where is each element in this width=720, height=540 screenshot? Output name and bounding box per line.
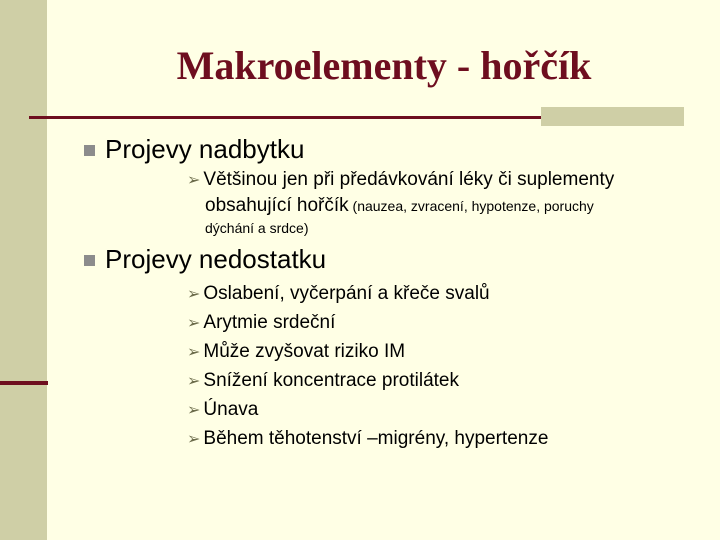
square-bullet-icon — [84, 145, 95, 156]
slide-title: Makroelementy - hořčík — [176, 43, 592, 88]
list-item-note-continuation: dýchání a srdce) — [205, 220, 309, 236]
list-item-text: Většinou jen při předávkování léky či suplementy — [203, 169, 615, 190]
arrow-bullet-icon: ➢ — [187, 342, 201, 361]
list-item — [187, 396, 258, 424]
section-heading-text: Projevy nedostatku — [105, 244, 327, 274]
list-item — [187, 166, 614, 194]
arrow-bullet-icon: ➢ — [187, 371, 201, 390]
list-item — [187, 338, 405, 366]
list-item-text: Během těhotenství –migrény, hypertenze — [203, 428, 549, 449]
list-item-text: Únava — [203, 399, 259, 420]
list-item-text: obsahující hořčík — [205, 195, 349, 216]
list-item-note: (nauzea, zvracení, hypotenze, poruchy — [348, 198, 594, 214]
section-heading-excess — [84, 134, 304, 164]
list-item — [187, 280, 490, 308]
left-accent-stripe — [0, 381, 48, 385]
list-item-text: Oslabení, vyčerpání a křeče svalů — [203, 283, 490, 304]
list-item-text: Snížení koncentrace protilátek — [203, 370, 459, 391]
section-heading-deficiency — [84, 244, 326, 274]
list-item — [187, 309, 335, 337]
list-item — [187, 367, 459, 395]
square-bullet-icon — [84, 255, 95, 266]
arrow-bullet-icon: ➢ — [187, 313, 201, 332]
list-item — [187, 425, 548, 453]
arrow-bullet-icon: ➢ — [187, 170, 201, 189]
list-item-text: Arytmie srdeční — [203, 312, 336, 333]
arrow-bullet-icon: ➢ — [187, 429, 201, 448]
arrow-bullet-icon: ➢ — [187, 400, 201, 419]
arrow-bullet-icon: ➢ — [187, 284, 201, 303]
list-item-text: Může zvyšovat riziko IM — [203, 341, 406, 362]
left-decorative-bar — [0, 0, 47, 540]
section-heading-text: Projevy nadbytku — [105, 134, 305, 164]
title-accent-block — [541, 107, 684, 126]
